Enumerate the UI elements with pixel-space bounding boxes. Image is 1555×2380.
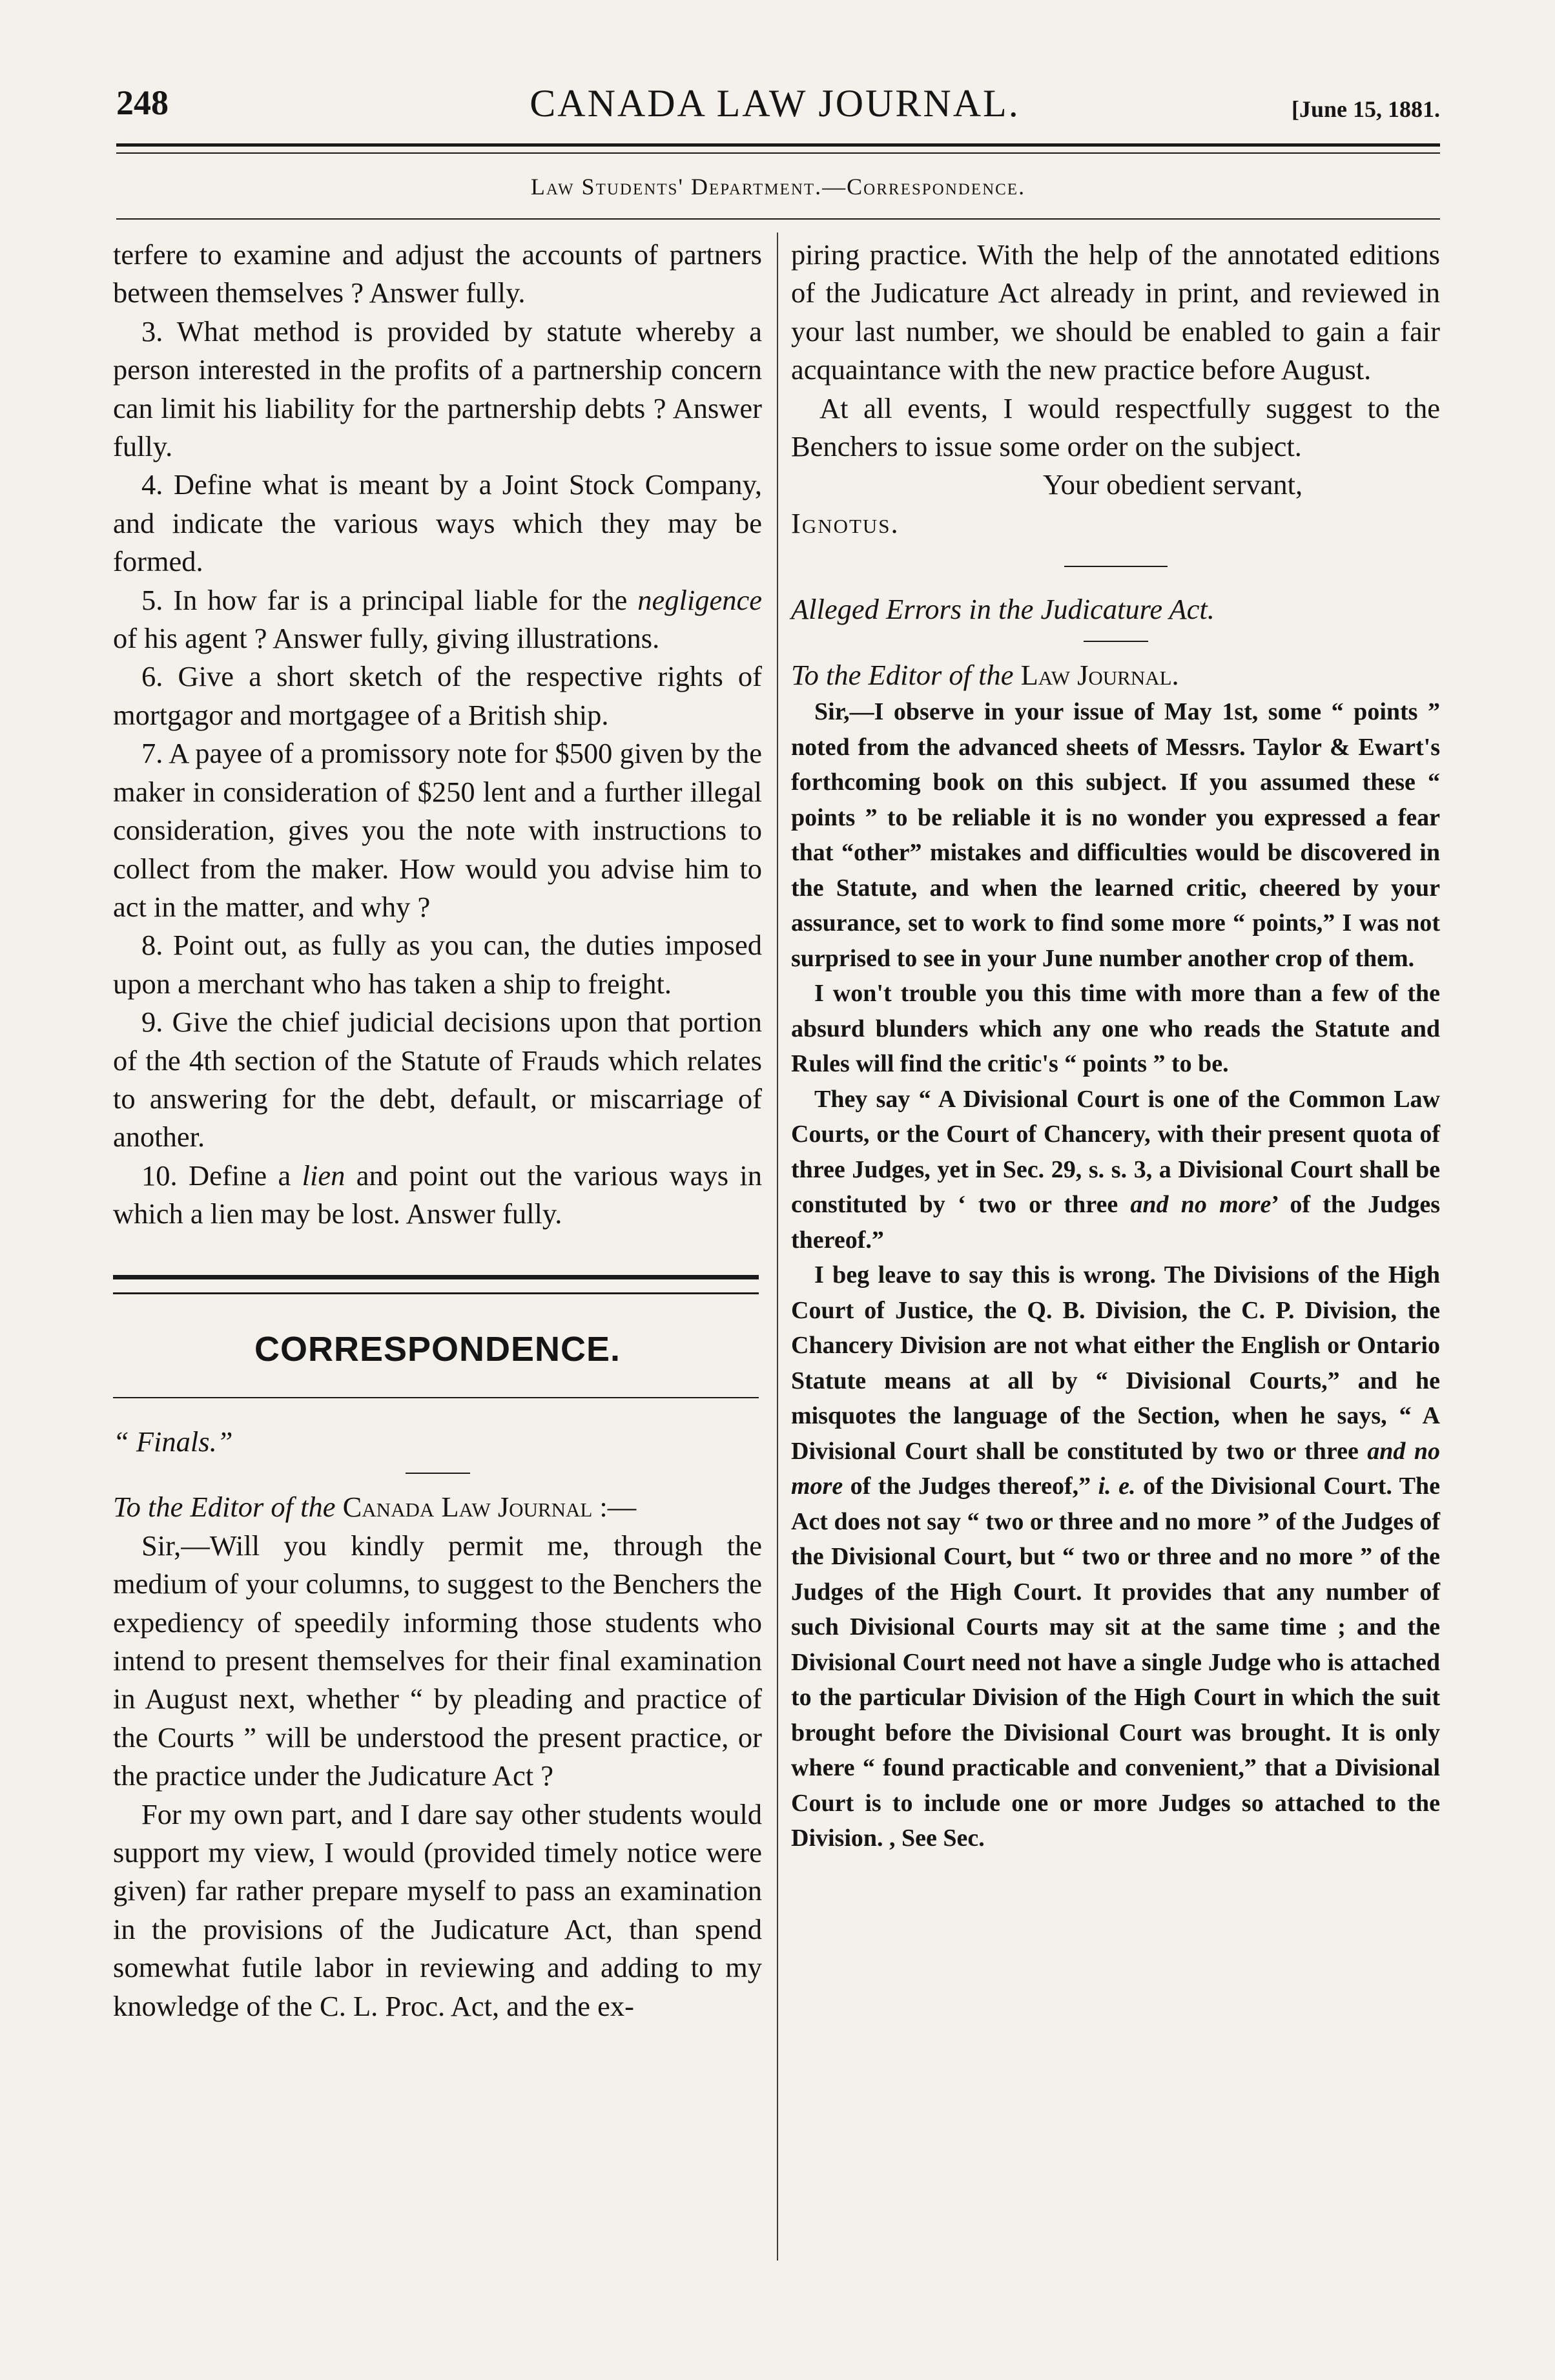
section-rule (116, 218, 1440, 220)
correspondence-rule (113, 1397, 759, 1398)
section-double-rule (113, 1275, 759, 1294)
letter-2-paragraph-4-c: of the Divisional Court. The Act does not say “ two or three and no more ” of the Judges of the Divisional Court, but “ two or three and no more ” of the Judges of the High Court. It provides that any number of such Divisional Courts may sit at the same time ; and the Divisional Court need not have a single Judge who is attached to the particular Division of the High Court in which the suit brought before the Divisional Court was brought. It is only where “ found practicable and convenient,” that a Divisional Court is to include one or more Judges so attached to the Division. , See Sec. (791, 1473, 1440, 1852)
page-number: 248 (116, 83, 169, 122)
letter-2-paragraph-4-b: of the Judges thereof,” (843, 1473, 1098, 1500)
letter-1-address (113, 1488, 762, 1526)
letter-separator-rule (1064, 566, 1168, 567)
question-5-text-a: 5. In how far is a principal liable for the (141, 583, 638, 616)
left-column (113, 236, 762, 2025)
issue-date: [June 15, 1881. (1291, 96, 1440, 122)
section-heading: Law Students' Department.—Correspondence. (530, 174, 1026, 200)
letter-1-address-journal: Canada Law Journal :— (335, 1491, 637, 1524)
letter-2-address-italic: To the Editor of the (791, 658, 1014, 691)
question-10-emphasis: lien (302, 1159, 345, 1192)
letter-1-paragraph-2: For my own part, and I dare say other students would support my view, I would (provided timely notice were given) far rather prepare myself to pass an examination in the provisions of the Judicature Act, than spend somewhat futile labor in reviewing and adding to my knowledge of the C. L. Proc. Act, and the ex- (113, 1797, 762, 2022)
question-2-continuation: terfere to examine and adjust the accounts of partners between themselves ? Answer fully. (113, 238, 762, 309)
letter-2-paragraph-4-ie: i. e. (1098, 1473, 1136, 1500)
question-9: 9. Give the chief judicial decisions upon that portion of the 4th section of the Statute of Frauds which relates to answering for the debt, default, or miscarriage of another. (113, 1006, 762, 1154)
letter-2-paragraph-4-a: I beg leave to say this is wrong. The Divisions of the High Court of Justice, the Q. B. Division, the C. P. Division, the Chancery Division are not what either the English or Ontario Statute means at all by “ Divisional Courts,” and he misquotes the language of the Section, when he says, “ A Divisional Court shall be constituted by two or three (791, 1261, 1440, 1465)
letter-1-address-italic: To the Editor of the (113, 1491, 336, 1524)
question-7: 7. A payee of a promissory note for $500 given by the maker in consideration of $250 lent and a further illegal consideration, gives you the note with instructions to collect from the maker. How would you advise him to act in the matter, and why ? (113, 737, 762, 923)
journal-title: CANADA LAW JOURNAL. (530, 82, 1020, 125)
letter-2-body (791, 694, 1440, 1856)
letter-2-title: Alleged Errors in the Judicature Act. (791, 593, 1215, 626)
letter-1-paragraph-3: At all events, I would respectfully suggest to the Benchers to issue some order on the subject. (791, 391, 1440, 463)
letter-2-title-rule (1084, 641, 1148, 642)
running-head (110, 76, 1440, 134)
letter-2-paragraph-4-emphasis: and no more (791, 1437, 1440, 1500)
question-10-text-b: and point out the various ways in which a lien may be lost. Answer fully. (113, 1159, 763, 1230)
column-divider (777, 233, 778, 2261)
question-5-emphasis: negligence (637, 583, 762, 616)
question-8: 8. Point out, as fully as you can, the duties imposed upon a merchant who has taken a ship to freight. (113, 929, 762, 1000)
question-5 (113, 581, 762, 658)
letter-1-title: “ Finals.” (113, 1425, 233, 1458)
letter-2-paragraph-3-a: They say “ A Divisional Court is one of the Common Law Courts, or the Court of Chancery, with their present quota of three Judges, yet in Sec. 29, s. s. 3, a Divisional Court shall be constituted by ‘ two or three (791, 1085, 1440, 1219)
letter-1-paragraph-2-continuation: piring practice. With the help of the annotated editions of the Judicature Act already in print, and reviewed in your last number, we should be enabled to gain a fair acquaintance with the new practice before August. (791, 238, 1440, 386)
letter-2-address (791, 656, 1440, 694)
letter-2-paragraph-3 (791, 1082, 1440, 1258)
question-3: 3. What method is provided by statute whereby a person interested in the profits of a partnership concern can limit his liability for the partnership debts ? Answer fully. (113, 315, 762, 463)
letter-2-paragraph-1: Sir,—I observe in your issue of May 1st, some “ points ” noted from the advanced sheets of Messrs. Taylor & Ewart's forthcoming book on this subject. If you assumed these “ points ” to be reliable it is no wonder you expressed a fear that “other” mistakes and difficulties would be discovered in the Statute, and when the learned critic, cheered by your assurance, set to work to find some more “ points,” I was not surprised to see in your June number another crop of them. (791, 698, 1440, 972)
question-10-text-a: 10. Define a (141, 1159, 302, 1192)
header-rule-thick (116, 143, 1440, 147)
letter-1-sign-off: Your obedient servant, (1043, 468, 1303, 501)
right-column (791, 236, 1440, 1856)
question-10 (113, 1157, 762, 1234)
letter-2-paragraph-4 (791, 1257, 1440, 1856)
letter-1-paragraph-1: Sir,—Will you kindly permit me, through the medium of your columns, to suggest to the Benchers the expediency of speedily informing those students who intend to present themselves for their final examination in August next, whether “ by pleading and practice of the Courts ” will be understood the present practice, or the practice under the Judicature Act ? (113, 1529, 762, 1792)
letter-2-paragraph-3-b: ’ of the Judges thereof.” (791, 1191, 1440, 1254)
letter-1-title-rule (406, 1473, 470, 1474)
question-5-text-b: of his agent ? Answer fully, giving illustrations. (113, 622, 660, 655)
question-4: 4. Define what is meant by a Joint Stock Company, and indicate the various ways which they may be formed. (113, 468, 762, 578)
question-6: 6. Give a short sketch of the respective rights of mortgagor and mortgagee of a British ship. (113, 660, 762, 731)
letter-1-signature: Ignotus. (791, 506, 900, 539)
letter-2-paragraph-2: I won't trouble you this time with more than a few of the absurd blunders which any one who reads the Statute and Rules will find the critic's “ points ” to be. (791, 980, 1440, 1078)
header-rule-thin (116, 152, 1440, 154)
letter-2-address-journal: Law Journal. (1013, 658, 1179, 691)
letter-2-paragraph-3-emphasis: and no more (1130, 1191, 1272, 1219)
correspondence-heading: CORRESPONDENCE. (254, 1329, 621, 1369)
